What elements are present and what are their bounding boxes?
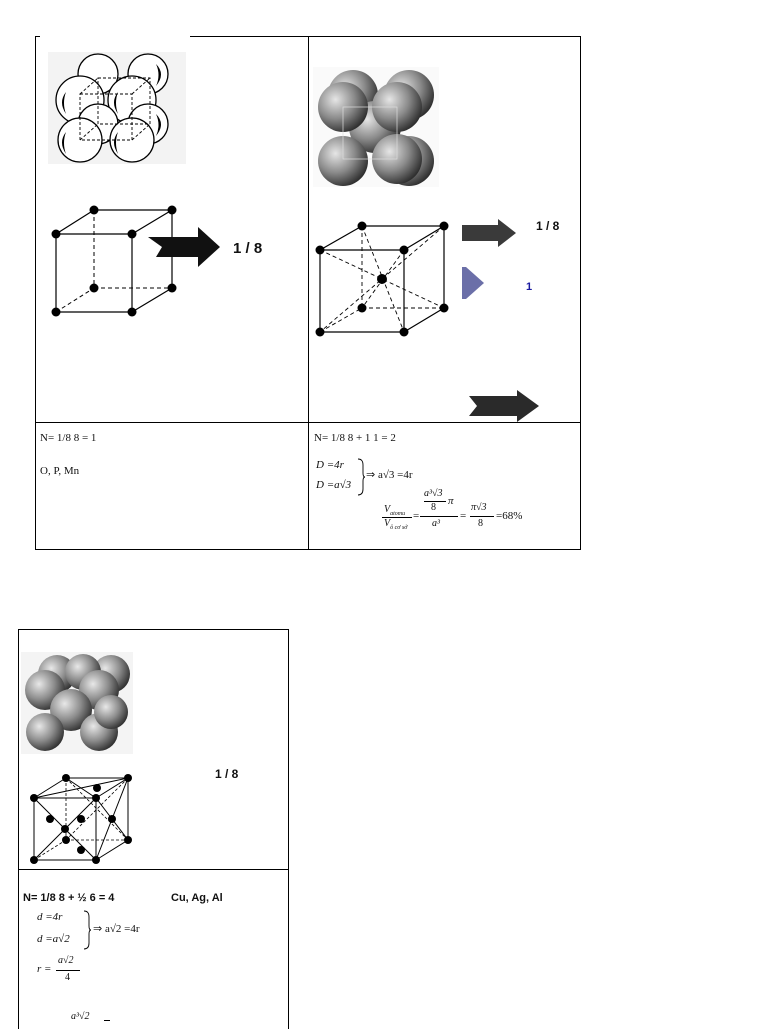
brace-icon xyxy=(357,458,365,496)
corner-fraction-label: 1 / 8 xyxy=(233,240,263,257)
column-divider xyxy=(308,37,309,549)
example-elements: Cu, Ag, Al xyxy=(171,892,223,904)
equation-line: D =4r xyxy=(316,459,344,471)
triangle-right-icon xyxy=(462,267,484,299)
brace-icon xyxy=(83,910,91,950)
packing-formula-partial: a³√2 xyxy=(71,1011,90,1022)
packing-fraction-formula: $V_{atomu}$ $V_{ô cơ sở}$ = a³√3 8 π a³ = π√3 8 =68% xyxy=(384,488,523,531)
image-mask xyxy=(40,30,190,38)
radius-formula-denominator: 4 xyxy=(65,972,70,983)
fcc-lattice-diagram xyxy=(26,772,138,868)
equation-line: d =a√2 xyxy=(37,933,70,945)
row-divider xyxy=(36,422,580,423)
atom-count-formula: N= 1/8 8 + 1 1 = 2 xyxy=(314,432,396,444)
row-divider xyxy=(19,869,288,870)
simple-cubic-sphere-sketch xyxy=(48,52,186,164)
example-elements: O, P, Mn xyxy=(40,465,80,477)
equation-line: D =a√3 xyxy=(316,479,352,491)
arrow-right-icon xyxy=(462,219,516,247)
center-atom-label: 1 xyxy=(526,281,533,293)
atom-count-formula: N= 1/8 8 = 1 xyxy=(40,432,97,444)
bcc-lattice-diagram xyxy=(312,218,452,342)
fcc-sphere-model xyxy=(21,652,133,754)
atom-count-formula: N= 1/8 8 + ½ 6 = 4 xyxy=(23,892,115,904)
arrow-right-icon xyxy=(469,390,541,422)
equation-result: ⇒ a√2 =4r xyxy=(93,923,140,935)
radius-formula-lhs: r = xyxy=(37,963,52,975)
corner-fraction-label: 1 / 8 xyxy=(215,767,239,781)
equation-line: d =4r xyxy=(37,911,63,923)
equation-result: ⇒ a√3 =4r xyxy=(366,469,413,481)
radius-formula-numerator: a√2 xyxy=(58,955,74,966)
arrow-right-icon xyxy=(148,227,222,267)
corner-fraction-label: 1 / 8 xyxy=(536,219,560,233)
bcc-sphere-model xyxy=(313,67,439,187)
